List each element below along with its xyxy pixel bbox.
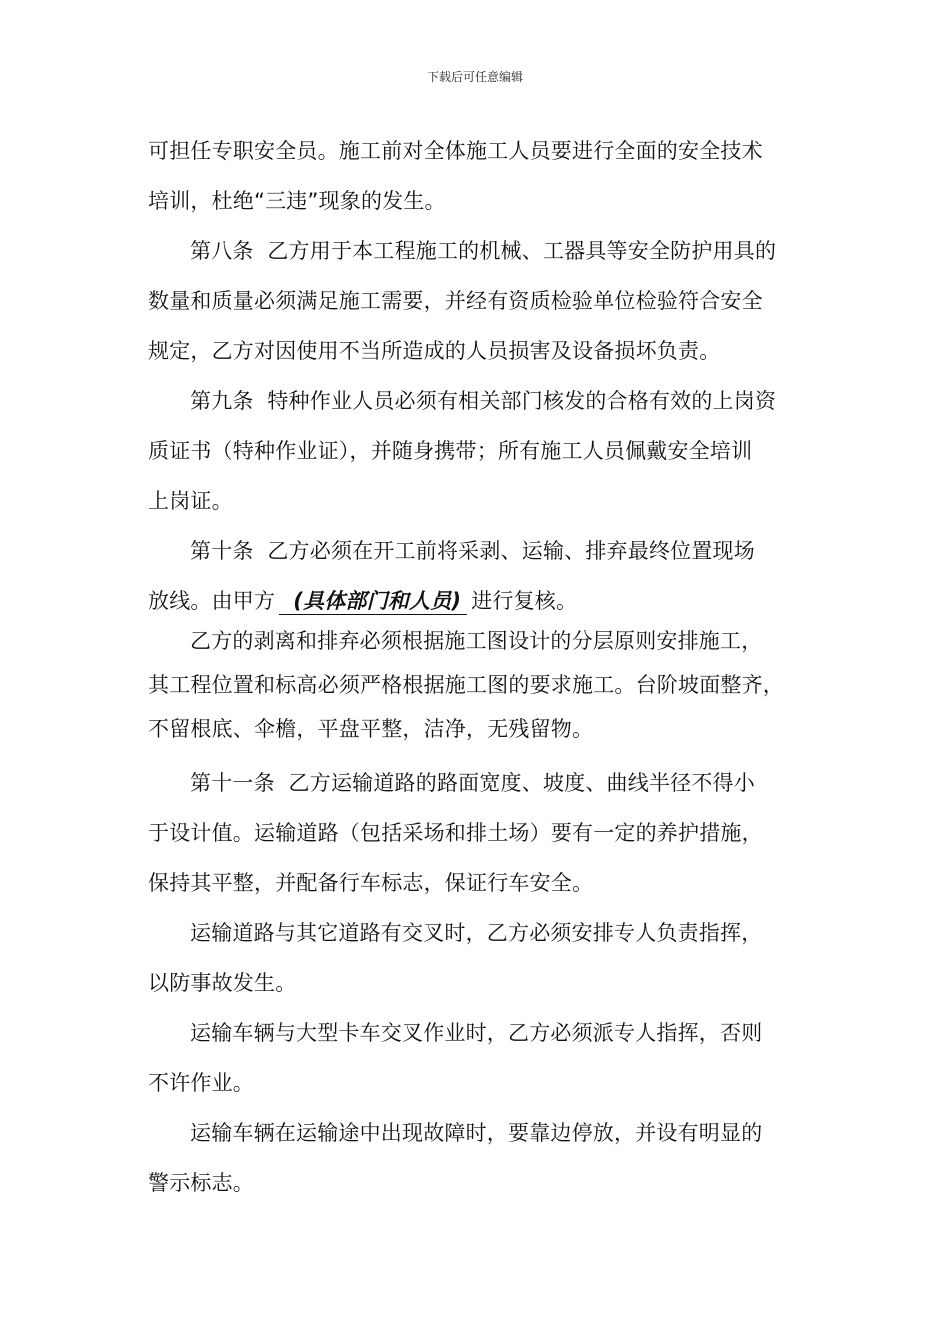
- text-segment: 放线。由甲方: [148, 589, 276, 613]
- text-line: 运输道路与其它道路有交叉时，乙方必须安排专人负责指挥，: [190, 921, 763, 945]
- fill-in-blank: (具体部门和人员): [279, 588, 467, 615]
- article-9-heading-line: 第九条 特种作业人员必须有相关部门核发的合格有效的上岗资: [190, 389, 777, 413]
- text-line: 不许作业。: [148, 1071, 254, 1095]
- fill-in-line: [148, 586, 577, 616]
- text-line: 培训，杜绝“三违”现象的发生。: [148, 189, 446, 213]
- text-line: 质证书（特种作业证），并随身携带；所有施工人员佩戴安全培训: [148, 439, 753, 463]
- text-line: 警示标志。: [148, 1171, 254, 1195]
- text-line: 上岗证。: [148, 489, 233, 513]
- page-header: 下载后可任意编辑: [426, 70, 523, 84]
- text-line: 运输车辆在运输途中出现故障时，要靠边停放，并设有明显的: [190, 1121, 763, 1145]
- text-line: 不留根底、伞檐，平盘平整，洁净，无残留物。: [148, 717, 594, 741]
- text-line: 其工程位置和标高必须严格根据施工图的要求施工。台阶坡面整齐，: [148, 673, 784, 697]
- text-line: 数量和质量必须满足施工需要，并经有资质检验单位检验符合安全: [148, 289, 763, 313]
- text-line: 于设计值。运输道路（包括采场和排土场）要有一定的养护措施，: [148, 821, 763, 845]
- text-line: 运输车辆与大型卡车交叉作业时，乙方必须派专人指挥，否则: [190, 1021, 763, 1045]
- text-line: 可担任专职安全员。施工前对全体施工人员要进行全面的安全技术: [148, 139, 763, 163]
- article-8-heading-line: 第八条 乙方用于本工程施工的机械、工器具等安全防护用具的: [190, 239, 777, 263]
- text-line: 以防事故发生。: [148, 971, 297, 995]
- article-11-heading-line: 第十一条 乙方运输道路的路面宽度、坡度、曲线半径不得小: [190, 771, 755, 795]
- text-line: 规定，乙方对因使用不当所造成的人员损害及设备损坏负责。: [148, 339, 721, 363]
- article-10-heading-line: 第十条 乙方必须在开工前将采剥、运输、排弃最终位置现场: [190, 539, 755, 563]
- text-line: 保持其平整，并配备行车标志，保证行车安全。: [148, 871, 594, 895]
- text-segment: 进行复核。: [471, 589, 578, 613]
- text-line: 乙方的剥离和排弃必须根据施工图设计的分层原则安排施工，: [190, 629, 763, 653]
